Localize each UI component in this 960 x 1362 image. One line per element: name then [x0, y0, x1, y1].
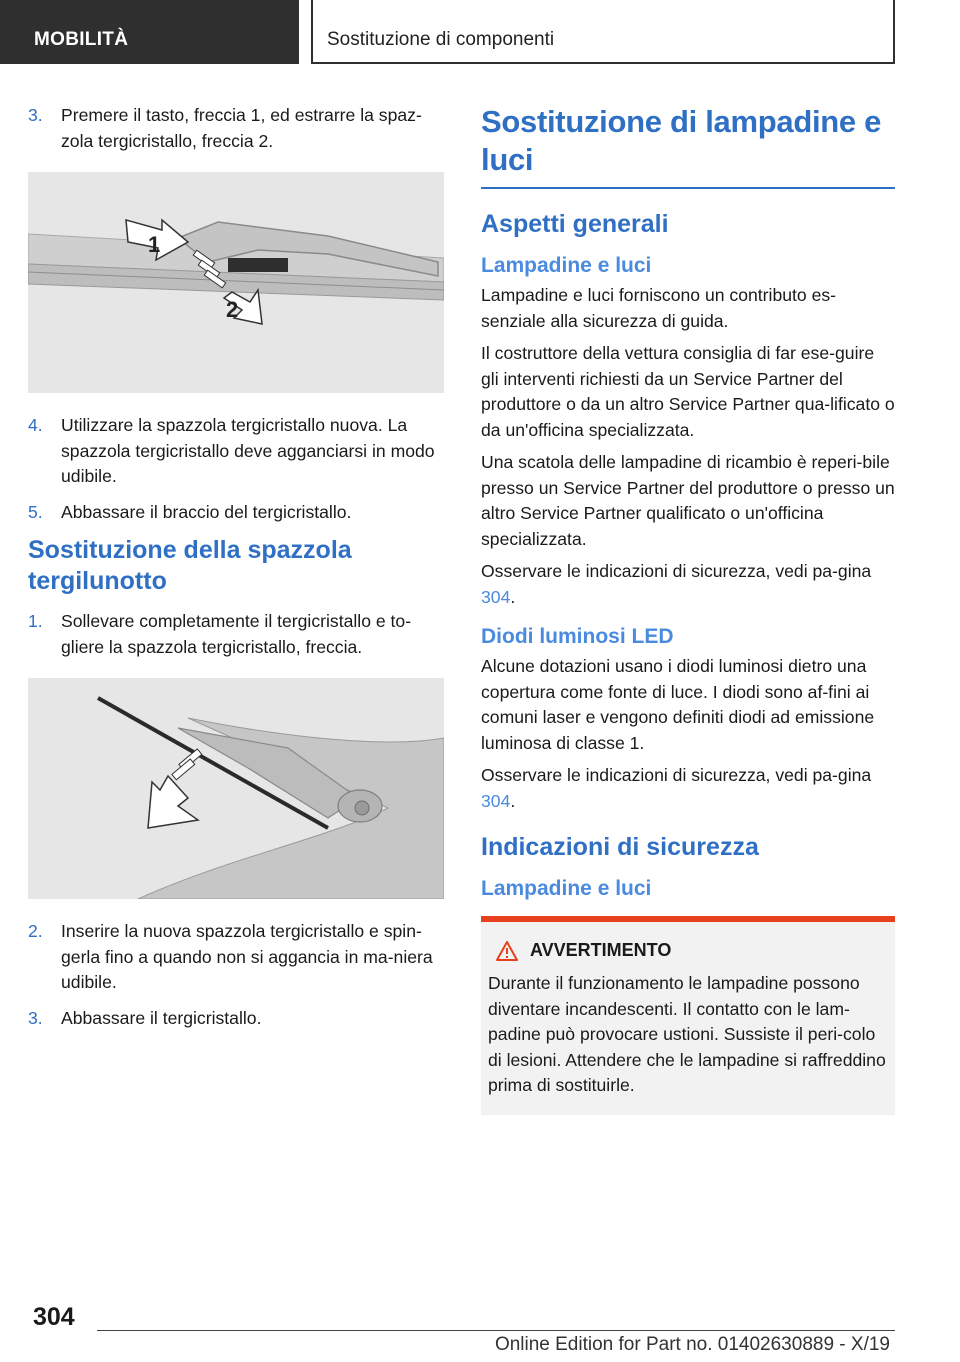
paragraph-text: .: [510, 790, 516, 811]
list-item: [28, 609, 444, 660]
warning-triangle-icon: [496, 941, 518, 961]
paragraph: [481, 763, 895, 814]
paragraph-text: .: [510, 586, 516, 607]
page-title: Sostituzione di lampadine e luci: [481, 104, 882, 177]
paragraph-text: Osservare le indicazioni di sicurezza, vedi pa-gina: [481, 765, 872, 785]
step-number: 4.: [28, 415, 43, 435]
paragraph: Una scatola delle lampadine di ricambio è reperi-bile presso un Service Partner del produttore o presso un altro Service Partner qualificato o un'officina specializzata.: [481, 452, 895, 549]
bulbs-subheading: Lampadine e luci: [481, 254, 652, 277]
warning-header: [496, 940, 887, 961]
paragraph: [481, 559, 895, 610]
warning-box: [481, 916, 895, 1115]
steps-list-b: [28, 413, 444, 525]
led-subheading: Diodi luminosi LED: [481, 625, 674, 648]
list-item: [28, 500, 444, 526]
paragraph: Lampadine e luci forniscono un contributo es-senziale alla sicurezza di guida.: [481, 285, 837, 331]
step-text: Sollevare completamente il tergicristallo e to-gliere la spazzola tergicristallo, freccia.: [61, 611, 412, 657]
list-item: [28, 1006, 444, 1032]
step-number: 5.: [28, 501, 43, 522]
footer-divider: [97, 1330, 895, 1331]
title-divider: [481, 187, 895, 189]
step-text: Utilizzare la spazzola tergicristallo nuova. La spazzola tergicristallo deve agganciarsi in modo udibile.: [61, 415, 435, 486]
page-number: 304: [33, 1303, 75, 1331]
step-text: Abbassare il braccio del tergicristallo.: [61, 501, 352, 522]
step-number: 2.: [28, 921, 43, 941]
warning-text: Durante il funzionamento le lampadine possono diventare incandescenti. Il contatto con le lam-padine può provocare ustioni. Sussiste il peri-colo di lesioni. Attendere che le lampadine si raffreddino prima di sostituirle.: [488, 973, 886, 1095]
rear-wiper-figure: [28, 678, 444, 899]
safety-bulbs-subheading: Lampadine e luci: [481, 877, 652, 900]
steps-list-d: [28, 919, 444, 1031]
warning-title: AVVERTIMENTO: [530, 940, 672, 960]
page-link[interactable]: 304: [481, 790, 511, 811]
step-number: 1.: [28, 611, 43, 631]
header-section-tab: [0, 0, 299, 64]
rear-wiper-heading: Sostituzione della spazzola tergilunotto: [28, 536, 352, 595]
paragraph: Alcune dotazioni usano i diodi luminosi dietro una copertura come fonte di luce. I diodi sono af-fini ai comuni laser e vengono definiti diodi ad emissione luminosa di classe 1.: [481, 656, 875, 753]
paragraph-text: Osservare le indicazioni di sicurezza, vedi pa-gina: [481, 561, 872, 581]
list-item: [28, 413, 444, 490]
arrow-label-2: 2: [226, 297, 239, 322]
footer-edition: Online Edition for Part no. 01402630889 - X/19: [494, 1334, 890, 1355]
left-column: [28, 103, 444, 1041]
page-link[interactable]: 304: [481, 586, 511, 607]
list-item: [28, 103, 444, 154]
header-section: MOBILITÀ: [34, 29, 129, 50]
header-chapter: Sostituzione di componenti: [327, 29, 555, 50]
step-text: Inserire la nuova spazzola tergicristallo e spin-gerla fino a quando non si aggancia in ma-niera udibile.: [61, 921, 433, 992]
steps-list-c: [28, 609, 444, 660]
step-number: 3.: [28, 105, 43, 125]
step-number: 3.: [28, 1007, 43, 1028]
safety-heading: Indicazioni di sicurezza: [481, 833, 759, 861]
step-text: Premere il tasto, freccia 1, ed estrarre la spaz-zola tergicristallo, freccia 2.: [61, 105, 422, 151]
general-heading: Aspetti generali: [481, 210, 669, 238]
arrow-label-1: 1: [148, 232, 161, 257]
wiper-release-figure: [28, 172, 444, 393]
step-text: Abbassare il tergicristallo.: [61, 1007, 262, 1028]
list-item: [28, 919, 444, 996]
header-chapter-tab: [311, 0, 895, 64]
steps-list-a: [28, 103, 444, 154]
paragraph: Il costruttore della vettura consiglia di far ese-guire gli interventi richiesti da un Service Partner del produttore o da un altro Service Partner qua-lificato o da un'officina specializzata.: [481, 343, 895, 440]
right-column: [481, 103, 895, 1115]
